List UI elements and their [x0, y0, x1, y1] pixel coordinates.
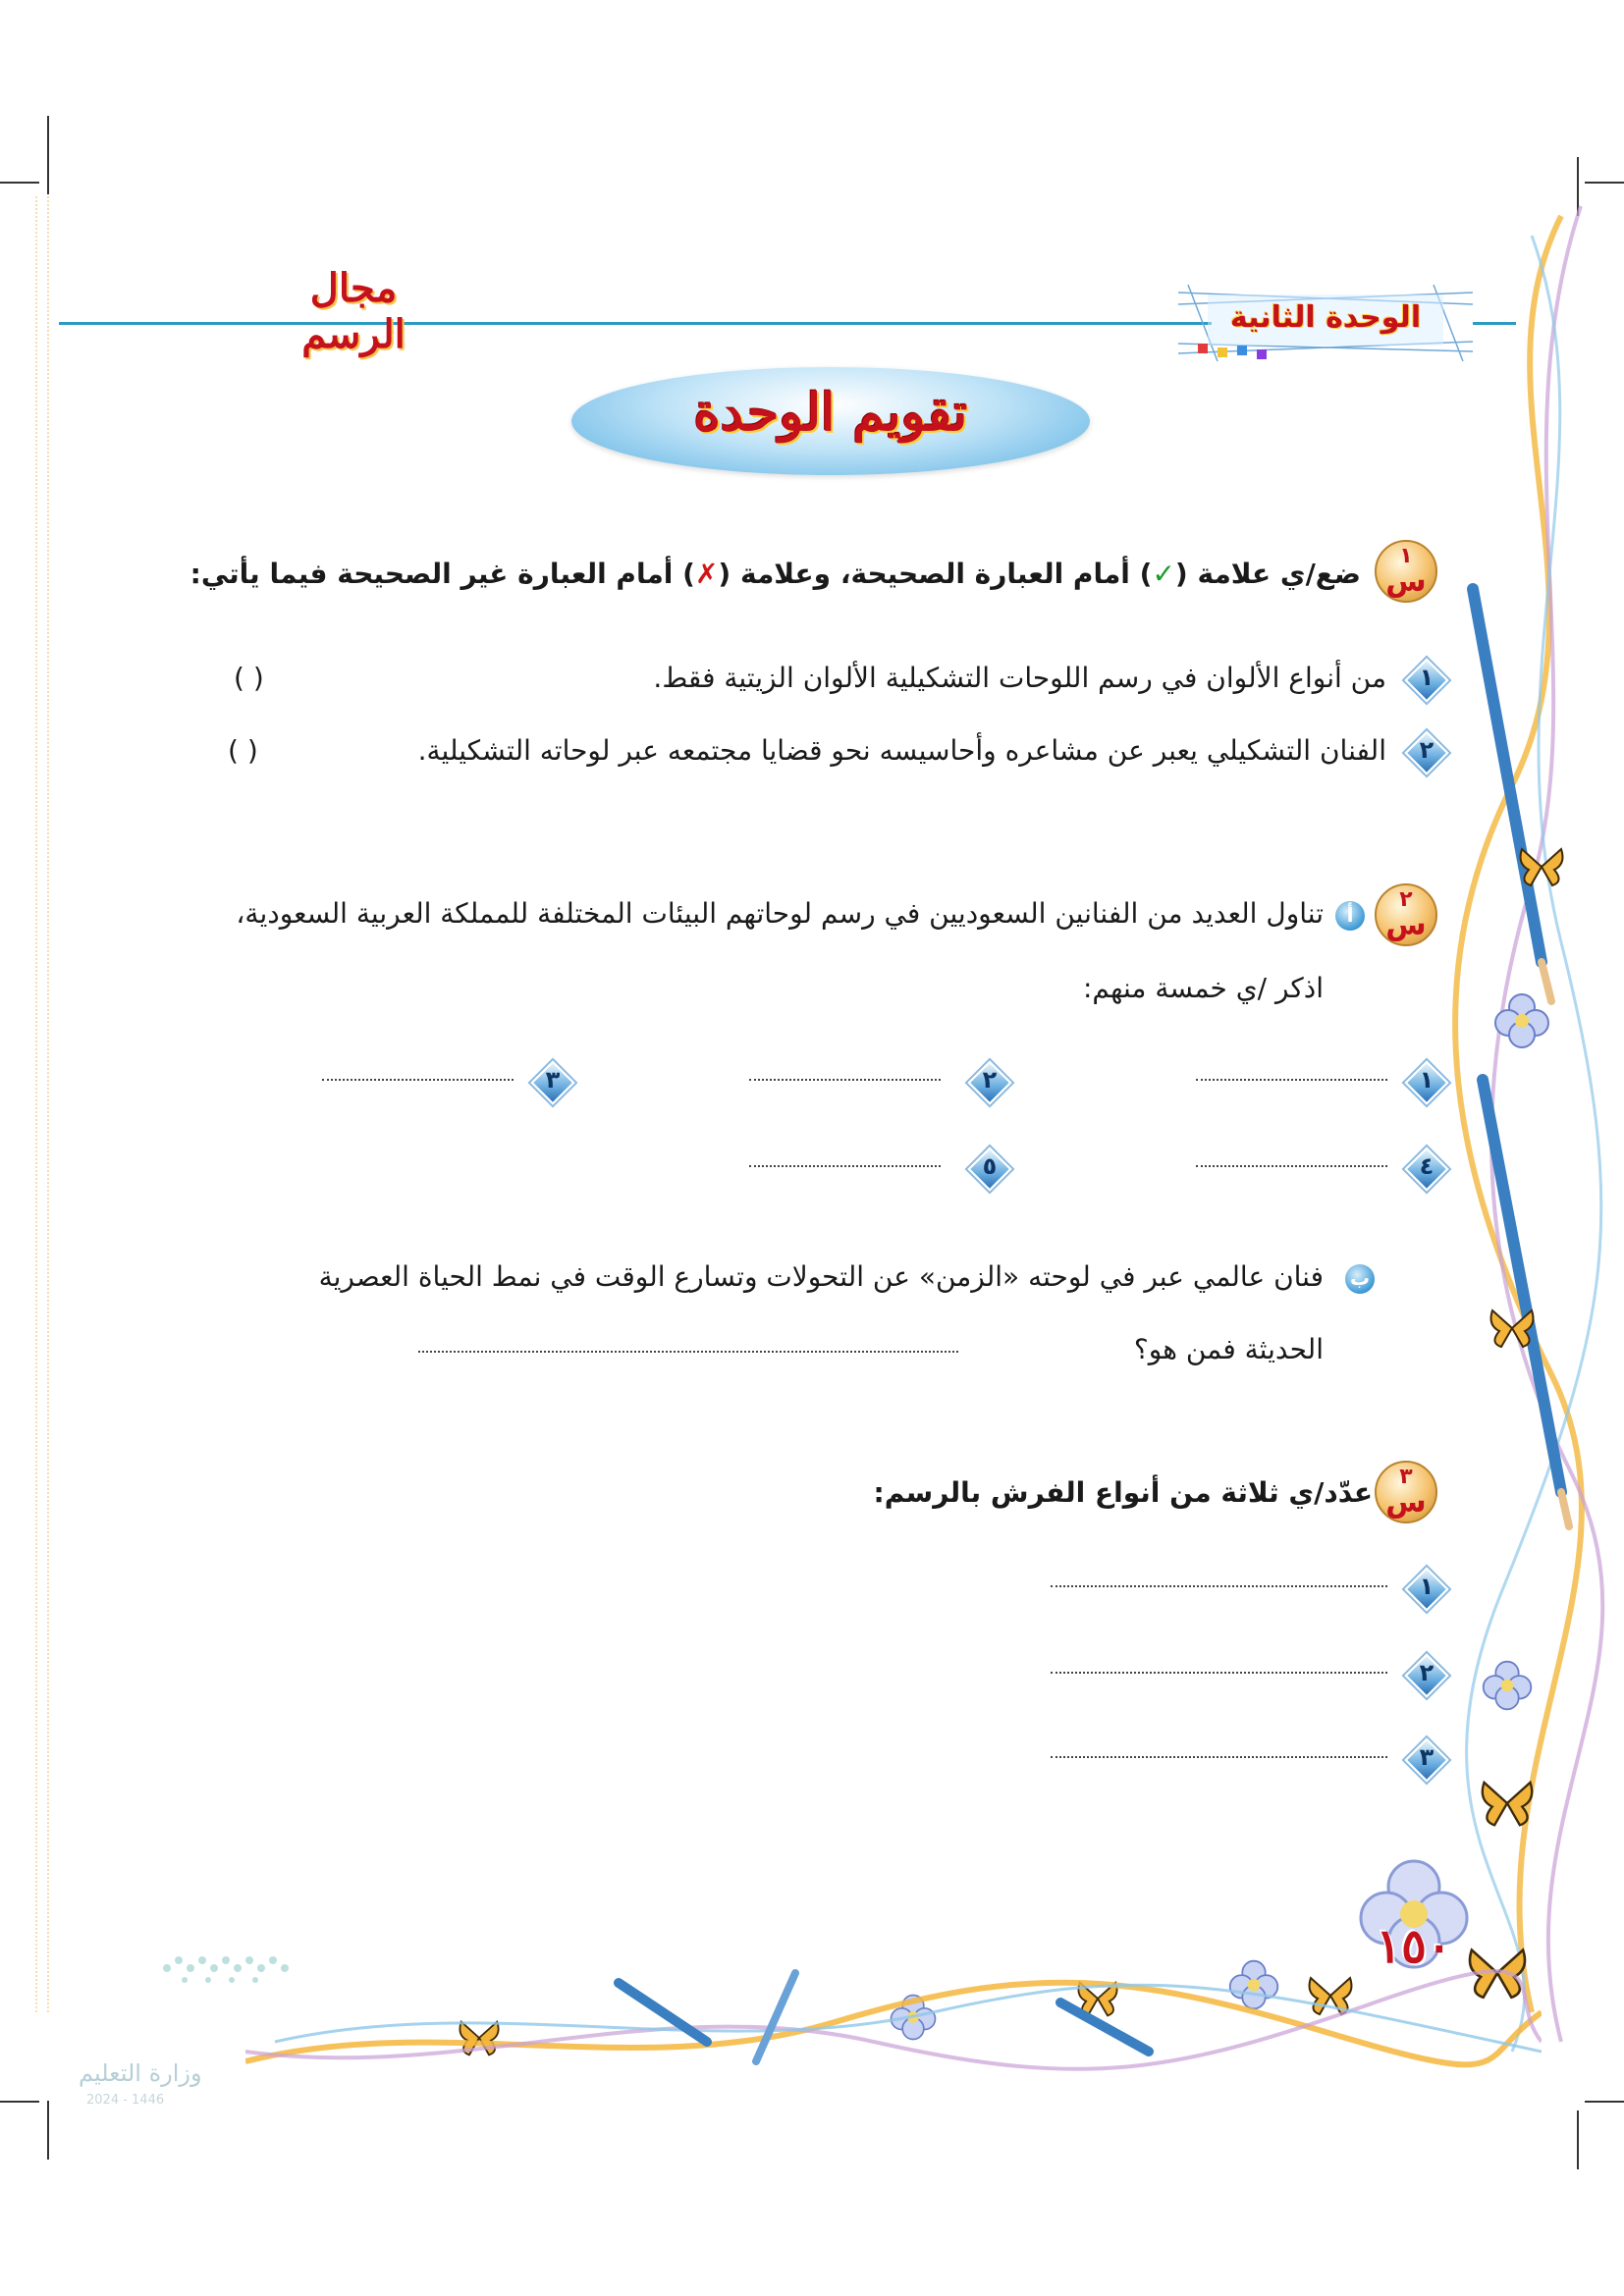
- item-number-marker: ١: [1404, 658, 1449, 703]
- answer-line[interactable]: [1051, 1671, 1387, 1674]
- item-number-marker: ٢: [967, 1060, 1012, 1105]
- statement-text: من أنواع الألوان في رسم اللوحات التشكيلية الألوان الزيتية فقط.: [653, 662, 1386, 694]
- unit-badge: [1178, 285, 1473, 361]
- question-1-instruction: ضع/ي علامة (✓) أمام العبارة الصحيحة، وعلامة (✗) أمام العبارة غير الصحيحة فيما يأتي:: [189, 558, 1361, 590]
- item-number-marker: ١: [1404, 1060, 1449, 1105]
- answer-box[interactable]: ( ): [228, 734, 258, 767]
- crop-mark: [1585, 182, 1624, 184]
- page-number: ١٥٠: [1376, 1919, 1452, 1974]
- crop-mark: [1577, 2110, 1579, 2169]
- item-number-marker: ٣: [530, 1060, 575, 1105]
- answer-line[interactable]: [749, 1164, 941, 1167]
- answer-line[interactable]: [1196, 1078, 1387, 1081]
- check-mark-icon: ✓: [1152, 558, 1175, 590]
- left-margin-band: [35, 196, 49, 2012]
- header-rule: [1473, 322, 1516, 325]
- crop-mark: [0, 2101, 39, 2103]
- answer-line[interactable]: [1051, 1584, 1387, 1587]
- item-number-marker: ٢: [1404, 1653, 1449, 1698]
- sub-question-marker: ب: [1345, 1264, 1375, 1294]
- question-2a-text: تناول العديد من الفنانين السعوديين في رسم لوحاتهم البيئات المختلفة للمملكة العربية السعودية،: [236, 897, 1324, 930]
- answer-box[interactable]: ( ): [234, 662, 264, 694]
- field-label: مجال الرسم: [301, 265, 406, 357]
- question-badge: ٣ س: [1375, 1461, 1437, 1523]
- butterfly-icon: [1478, 1777, 1537, 1830]
- answer-line[interactable]: [322, 1078, 514, 1081]
- ministry-year: 2024 - 1446: [86, 2093, 165, 2108]
- statement-text: الفنان التشكيلي يعبر عن مشاعره وأحاسيسه نحو قضايا مجتمعه عبر لوحاته التشكيلية.: [417, 734, 1386, 767]
- question-badge: ١ س: [1375, 540, 1437, 603]
- answer-line[interactable]: [1051, 1755, 1387, 1758]
- unit-label: الوحدة الثانية: [1229, 300, 1422, 335]
- sub-question-marker: أ: [1335, 901, 1365, 931]
- page-title: تقويم الوحدة: [693, 383, 968, 443]
- question-2b-text: الحديثة فمن هو؟: [1133, 1333, 1324, 1365]
- item-number-marker: ٥: [967, 1147, 1012, 1192]
- question-badge: ٢ س: [1375, 883, 1437, 946]
- flower-icon: [1492, 991, 1551, 1050]
- item-number-marker: ١: [1404, 1567, 1449, 1612]
- answer-line[interactable]: [749, 1078, 941, 1081]
- crop-mark: [1585, 2101, 1624, 2103]
- question-2b-text: فنان عالمي عبر في لوحته «الزمن» عن التحولات وتسارع الوقت في نمط الحياة العصرية: [318, 1260, 1324, 1293]
- ministry-logo-icon: [147, 1939, 304, 1998]
- crop-mark: [47, 2101, 49, 2160]
- item-number-marker: ٣: [1404, 1737, 1449, 1783]
- question-3-instruction: عدّد/ي ثلاثة من أنواع الفرش بالرسم:: [873, 1476, 1373, 1509]
- flower-icon: [1481, 1659, 1534, 1712]
- item-number-marker: ٤: [1404, 1147, 1449, 1192]
- crop-mark: [47, 116, 49, 194]
- answer-line[interactable]: [1196, 1164, 1387, 1167]
- x-mark-icon: ✗: [694, 558, 719, 590]
- bottom-border-decoration: [245, 1953, 1542, 2081]
- item-number-marker: ٢: [1404, 730, 1449, 775]
- butterfly-icon: [1488, 1306, 1537, 1351]
- crop-mark: [0, 182, 39, 184]
- ministry-name: وزارة التعليم: [79, 2059, 202, 2087]
- header-rule: [59, 322, 1212, 325]
- answer-line[interactable]: [418, 1350, 958, 1353]
- butterfly-icon: [1517, 844, 1566, 889]
- question-2a-text: اذكر /ي خمسة منهم:: [1083, 972, 1324, 1004]
